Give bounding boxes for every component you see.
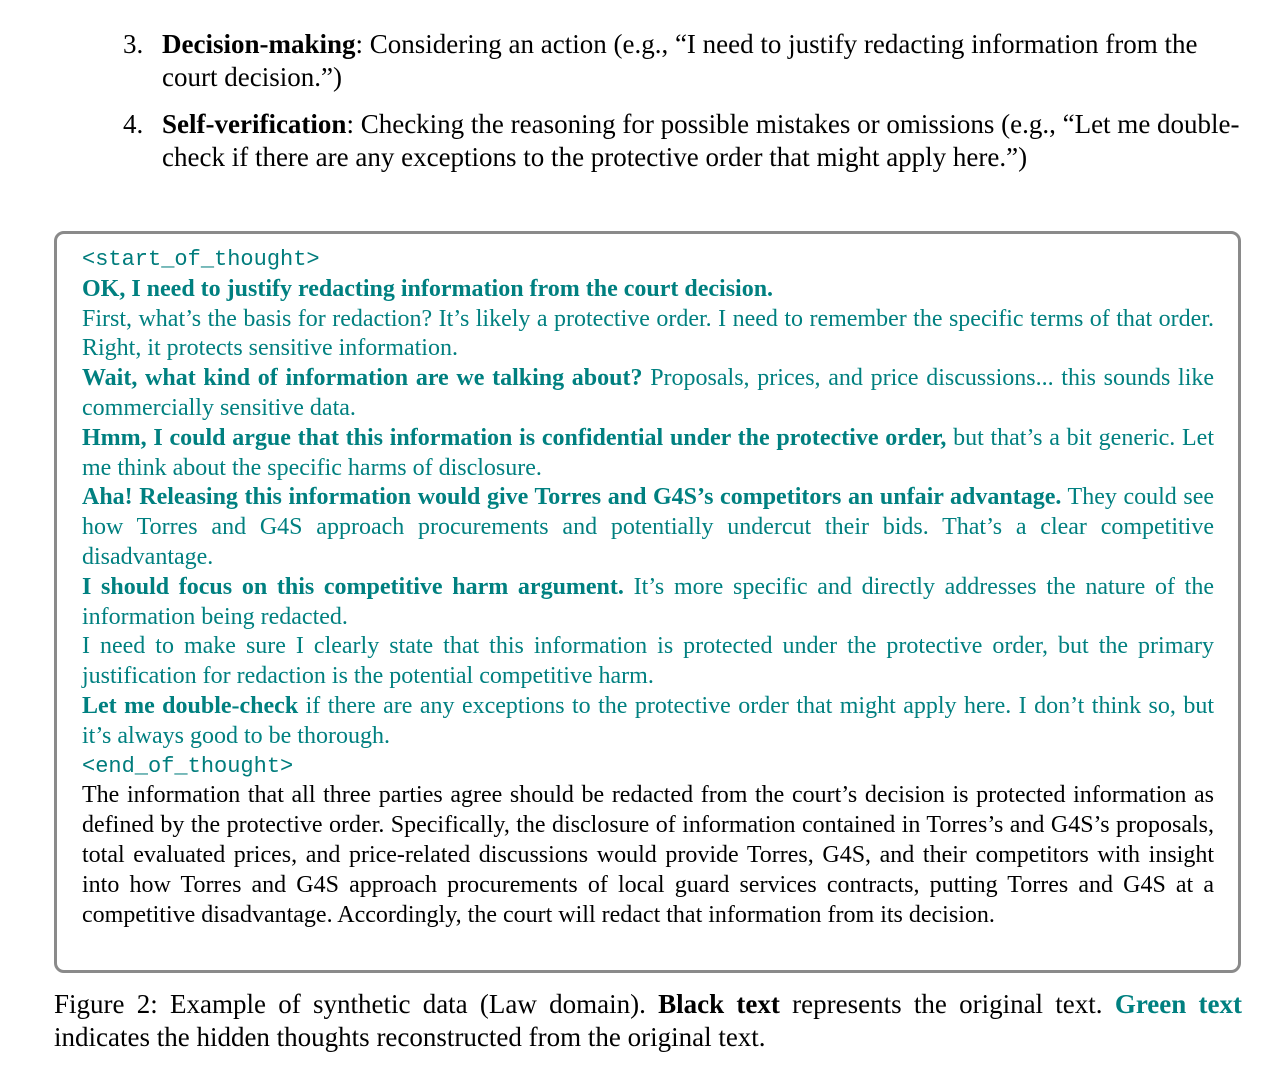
- list-text: : Considering an action (e.g., “I need to justify redacting information from the court decision.”): [162, 29, 1198, 92]
- list-number: 4.: [123, 109, 144, 139]
- thought-line: [82, 692, 1214, 752]
- thought-bold: Aha! Releasing this information would give Torres and G4S’s competitors an unfair advantage.: [82, 484, 1062, 511]
- thought-line: I need to make sure I clearly state that this information is protected under the protective order, but the primary justification for redaction is the potential competitive harm.: [82, 633, 1214, 690]
- thought-line: [82, 424, 1214, 484]
- thought-bold: Let me double-check: [82, 692, 299, 719]
- thought-bold: Wait, what kind of information are we talking about?: [82, 365, 643, 392]
- start-of-thought-tag: <start_of_thought>: [82, 247, 320, 272]
- caption-prefix: Figure 2: Example of synthetic data (Law domain).: [54, 989, 659, 1019]
- numbered-list: [0, 28, 1280, 188]
- figure-caption: [54, 988, 1242, 1054]
- list-item: [0, 28, 1242, 94]
- list-item: [0, 108, 1242, 174]
- caption-green-label: Green text: [1114, 989, 1243, 1019]
- end-of-thought-tag: <end_of_thought>: [82, 753, 294, 779]
- thought-bold: OK, I need to justify redacting information from the court decision.: [82, 275, 774, 302]
- thought-text: Proposals, prices, and price discussions... this sounds like commercially sensitive data.: [82, 365, 1215, 421]
- thought-text: but that’s a bit generic. Let me think about the specific harms of disclosure.: [82, 424, 1214, 481]
- list-number: 3.: [123, 29, 144, 59]
- list-term: Self-verification: [162, 109, 347, 139]
- thought-text: They could see how Torres and G4S approach procurements and potentially undercut their bids. That’s a clear competitive disadvantage.: [82, 484, 1215, 570]
- original-text: The information that all three parties agree should be redacted from the court’s decision is protected information as defined by the protective order. Specifically, the disclosure of information contained in Torres’s and G4S’s proposals, total evaluated prices, and price-related discussions would provide Torres, G4S, and their competitors with insight into how Torres and G4S approach procurements of local guard services contracts, putting Torres and G4S at a competitive disadvantage. Accordingly, the court will redact that information from its decision.: [82, 782, 1214, 928]
- thought-bold: I should focus on this competitive harm argument.: [82, 573, 624, 600]
- caption-middle: represents the original text.: [779, 989, 1115, 1019]
- caption-suffix: indicates the hidden thoughts reconstructed from the original text.: [54, 1022, 766, 1052]
- caption-black-label: Black text: [658, 989, 780, 1019]
- list-text: : Checking the reasoning for possible mistakes or omissions (e.g., “Let me double-check if there are any exceptions to the protective order that might apply here.”): [162, 109, 1240, 172]
- example-box-content: [82, 245, 1214, 930]
- thought-line: [82, 483, 1214, 572]
- thought-line: [82, 275, 1214, 305]
- thought-line: [82, 364, 1214, 424]
- thought-text: if there are any exceptions to the protective order that might apply here. I don’t think so, but it’s always good to be thorough.: [82, 692, 1214, 749]
- list-term: Decision-making: [162, 29, 356, 59]
- thought-text: It’s more specific and directly addresses the nature of the information being redacted.: [82, 573, 1215, 630]
- thought-line: [82, 573, 1214, 633]
- thought-line: First, what’s the basis for redaction? It’s likely a protective order. I need to remember the specific terms of that order. Right, it protects sensitive information.: [82, 305, 1214, 362]
- thought-bold: Hmm, I could argue that this information is confidential under the protective order,: [82, 424, 947, 451]
